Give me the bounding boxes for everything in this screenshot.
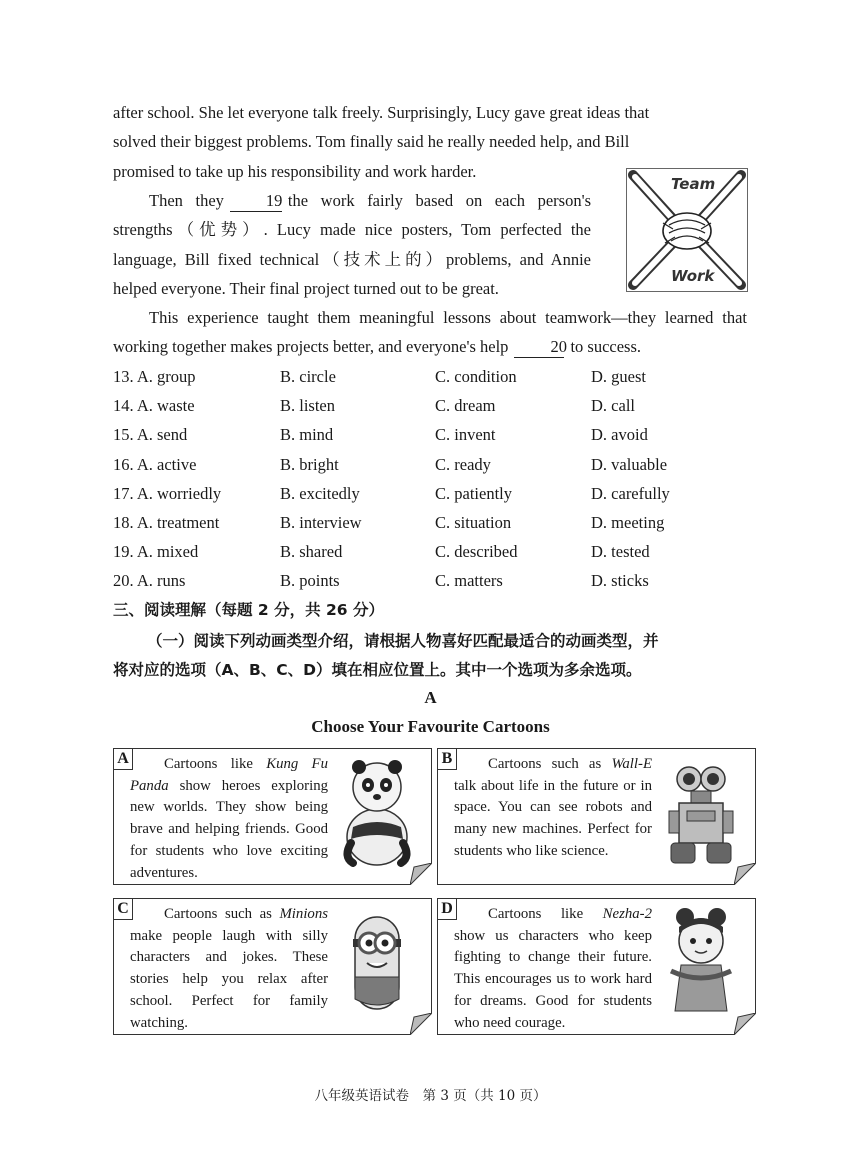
card-text-pre: Cartoons such as [488, 756, 612, 772]
card-text-pre: Cartoons like [164, 756, 267, 772]
option-c: C. condition [435, 367, 517, 386]
card-letter: C [114, 899, 133, 920]
page-fold-icon [410, 863, 432, 885]
passage-paragraph-3 [113, 303, 747, 362]
option-a: 16. A. active [113, 454, 197, 474]
option-c: C. patiently [435, 483, 512, 503]
options-row-15 [113, 420, 753, 449]
option-d: D. guest [591, 367, 646, 386]
option-d: D. avoid [591, 425, 648, 445]
p3-start: This experience taught them meaningful lessons about teamwork—they learned that working together makes projects better, and everyone's help [113, 308, 747, 357]
card-letter: D [438, 899, 457, 920]
card-letter: A [114, 749, 133, 770]
option-d: D. valuable [591, 454, 668, 474]
option-c: C. invent [435, 425, 496, 445]
card-letter: B [438, 749, 457, 770]
work-label: Work [671, 267, 715, 285]
part-letter: A [424, 688, 437, 707]
option-c: C. dream [435, 396, 496, 416]
robot-icon [657, 757, 745, 867]
option-b: B. mind [280, 425, 334, 445]
option-a: 17. A. worriedly [113, 483, 222, 503]
option-d: D. meeting [591, 512, 665, 532]
options-row-17 [113, 479, 753, 508]
option-a: 15. A. send [113, 425, 188, 445]
card-text-post: show heroes exploring new worlds. They show being brave and helping friends. Good for students who love exciting adventures. [130, 777, 328, 881]
team-label: Team [671, 175, 716, 193]
card-text [454, 754, 652, 863]
p1-line-1: after school. She let everyone talk freely. Surprisingly, Lucy gave great ideas that [113, 103, 650, 122]
option-d: D. sticks [591, 571, 649, 591]
blank-20: 20 [514, 337, 564, 358]
page-fold-icon [734, 863, 756, 885]
card-a [113, 748, 432, 885]
p2-start: Then they [149, 191, 224, 210]
minion-icon [333, 907, 421, 1017]
option-b: B. points [280, 571, 340, 591]
cartoon-title: Wall-E [611, 756, 652, 772]
option-d: D. tested [591, 542, 650, 562]
p1-line-2: solved their biggest problems. Tom finally said he really needed help, and Bill [113, 132, 630, 152]
section-3-heading: 三、阅读理解（每题 2 分，共 26 分） [113, 601, 384, 619]
option-d: D. call [591, 396, 635, 416]
card-text [130, 904, 328, 1034]
page-footer: 八年级英语试卷 第 3 页（共 10 页） [314, 1088, 547, 1104]
card-text [130, 754, 328, 884]
card-text [454, 904, 652, 1034]
card-b [437, 748, 756, 885]
option-a: 18. A. treatment [113, 512, 220, 532]
panda-icon [333, 757, 421, 867]
option-a: 13. A. group [113, 367, 196, 386]
options-row-20 [113, 566, 753, 595]
cartoon-title: Nezha-2 [602, 906, 652, 922]
card-d [437, 898, 756, 1035]
p1-line-3: promised to take up his responsibility and work harder. [113, 161, 477, 181]
options-list [113, 362, 753, 596]
p2-rest: the work fairly based on each person's strengths（优势）. Lucy made nice posters, Tom perfected the language, Bill fixed technical（技术上的）problems, and Annie helped everyone. Their final project turned out to be great. [113, 191, 591, 298]
options-row-14 [113, 391, 753, 420]
cartoon-title: Minions [279, 906, 328, 922]
options-row-18 [113, 508, 753, 537]
card-c [113, 898, 432, 1035]
instruction-line-2: 将对应的选项（A、B、C、D）填在相应位置上。其中一个选项为多余选项。 [113, 661, 642, 679]
options-row-16 [113, 450, 753, 479]
instruction-line-1: （一）阅读下列动画类型介绍，请根据人物喜好匹配最适合的动画类型，并 [147, 632, 659, 650]
card-text-post: make people laugh with silly characters and jokes. These stories help you relax after school. Perfect for family watching. [130, 927, 328, 1031]
option-b: B. shared [280, 542, 343, 562]
option-a: 14. A. waste [113, 396, 195, 416]
nezha-icon [657, 907, 745, 1017]
option-b: B. interview [280, 512, 362, 532]
option-d: D. carefully [591, 483, 670, 503]
option-b: B. circle [280, 367, 336, 386]
option-c: C. situation [435, 512, 512, 532]
p3-end: to success. [570, 337, 642, 357]
card-text-pre: Cartoons such as [164, 906, 280, 922]
option-b: B. listen [280, 396, 336, 416]
option-c: C. described [435, 542, 518, 562]
passage-paragraph-2 [113, 186, 591, 303]
card-text-post: show us characters who keep fighting to change their future. This encourages us to work hard for dreams. Good for students who need courage. [454, 927, 652, 1031]
reading-title: Choose Your Favourite Cartoons [311, 717, 550, 736]
card-text-post: talk about life in the future or in space. You can see robots and many new machines. Perfect for students who like science. [454, 777, 652, 859]
page-fold-icon [410, 1013, 432, 1035]
section-3-instruction [113, 627, 753, 685]
teamwork-hands-image [626, 168, 748, 292]
option-a: 19. A. mixed [113, 542, 199, 562]
blank-19: 19 [230, 191, 282, 212]
options-row-13 [113, 362, 753, 391]
option-b: B. excitedly [280, 483, 360, 503]
option-a: 20. A. runs [113, 571, 186, 591]
options-row-19 [113, 537, 753, 566]
cartoon-title: Kung Fu Panda [130, 756, 328, 794]
card-text-pre: Cartoons like [488, 906, 603, 922]
option-c: C. ready [435, 454, 491, 474]
page-fold-icon [734, 1013, 756, 1035]
option-b: B. bright [280, 454, 339, 474]
option-c: C. matters [435, 571, 503, 591]
